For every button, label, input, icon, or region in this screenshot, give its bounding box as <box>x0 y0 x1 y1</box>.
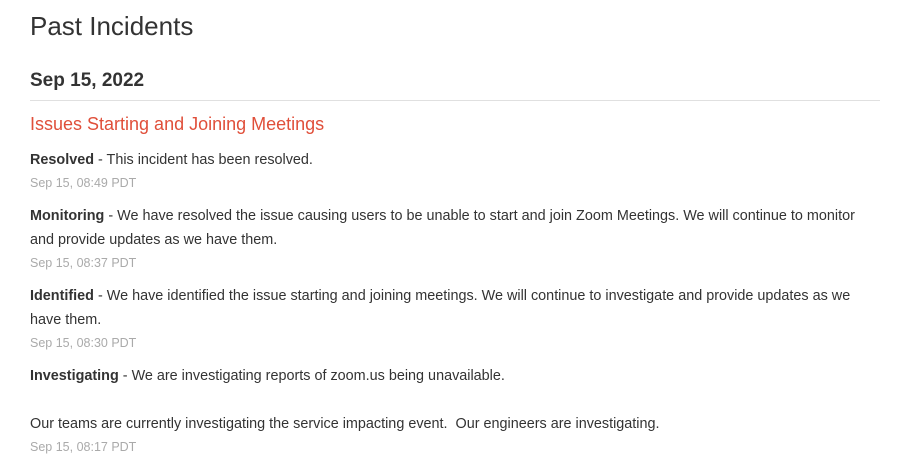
page-title: Past Incidents <box>30 11 194 41</box>
update-separator: - <box>93 288 107 304</box>
update-separator: - <box>104 208 118 224</box>
incident-update-monitoring <box>30 204 880 272</box>
incident-update-investigating <box>30 364 880 456</box>
update-status: Investigating <box>30 368 119 384</box>
update-status: Resolved <box>30 152 94 168</box>
update-body <box>30 148 880 172</box>
incident-update-identified <box>30 284 880 352</box>
update-timestamp: Sep 15, 08:49 PDT <box>30 176 137 190</box>
update-body <box>30 284 880 332</box>
update-status: Identified <box>30 288 94 304</box>
update-message: This incident has been resolved. <box>106 152 313 168</box>
update-message: We have resolved the issue causing users to be unable to start and join Zoom Meetings. We will continue to monitor and provide updates as we have them. <box>30 208 855 248</box>
update-message: We are investigating reports of zoom.us being unavailable. <box>131 368 505 384</box>
update-body <box>30 364 880 436</box>
update-timestamp: Sep 15, 08:37 PDT <box>30 256 137 270</box>
incident-update-resolved <box>30 148 880 192</box>
update-message: We have identified the issue starting and joining meetings. We will continue to investigate and provide updates as we have them. <box>30 288 851 328</box>
update-body <box>30 204 880 252</box>
date-divider <box>30 100 880 101</box>
update-separator: - <box>94 152 107 168</box>
incident-title-link[interactable]: Issues Starting and Joining Meetings <box>30 114 325 134</box>
update-timestamp: Sep 15, 08:30 PDT <box>30 336 137 350</box>
update-separator: - <box>118 368 132 384</box>
incident-date-heading: Sep 15, 2022 <box>30 70 145 91</box>
update-timestamp: Sep 15, 08:17 PDT <box>30 440 137 454</box>
update-message-continued: Our teams are currently investigating the service impacting event. Our engineers are investigating. <box>30 416 660 432</box>
update-status: Monitoring <box>30 208 105 224</box>
